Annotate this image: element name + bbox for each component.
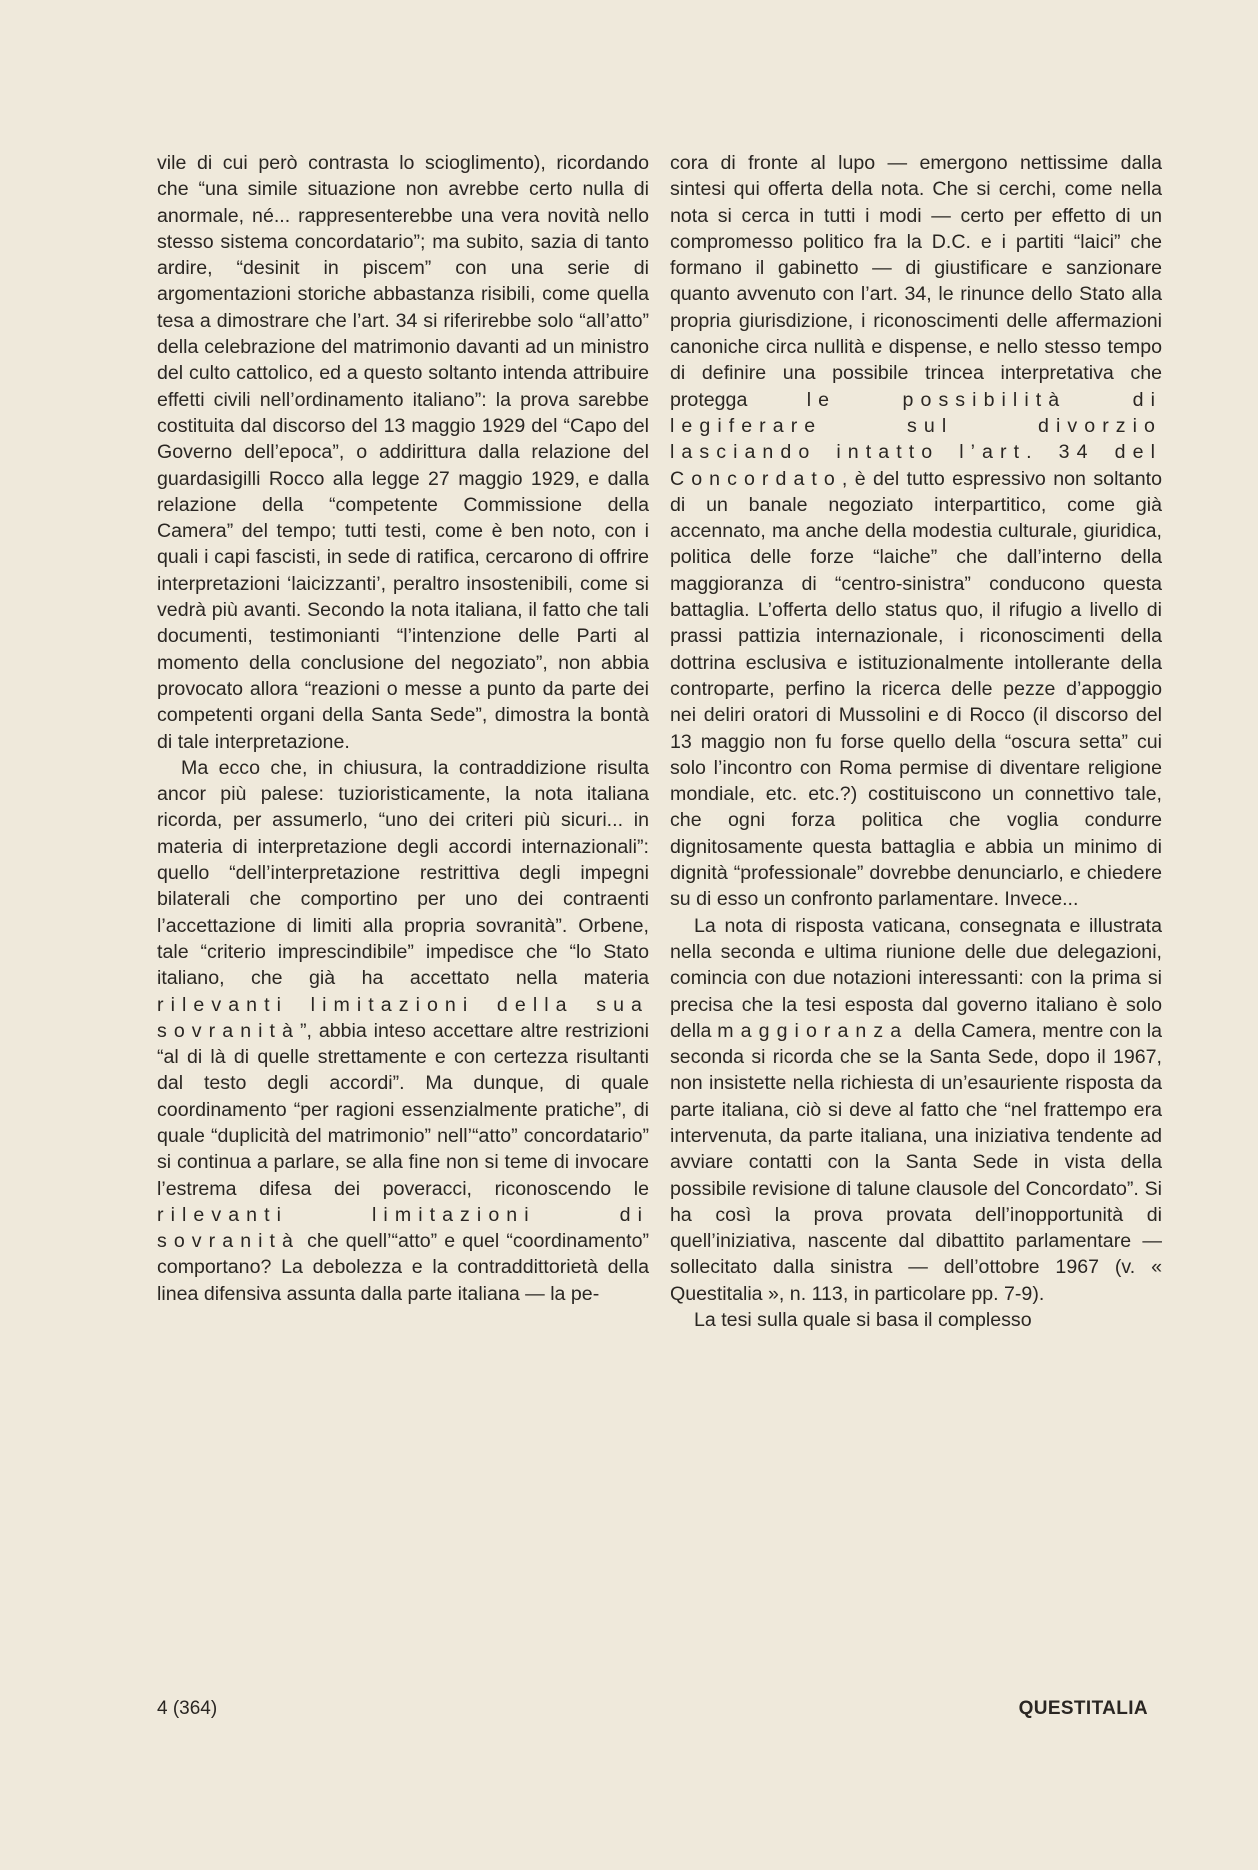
paragraph-text: che quell’“atto” e quel “coordinamento” comportano? La debolezza e la contraddittorietà della linea difensiva assunta dalla parte italiana — la pe- <box>157 1230 649 1305</box>
paragraph <box>670 150 1162 913</box>
paragraph-text: La tesi sulla quale si basa il complesso <box>694 1309 1032 1332</box>
right-column <box>670 150 1162 1333</box>
paragraph-text: La nota di risposta vaticana, consegnata e illustrata nella seconda e ultima riunione delle due delegazioni, comincia con due notazioni interessanti: con la prima si precisa che la tesi esposta dal governo italiano è solo della <box>670 914 1162 1042</box>
page-number: 4 (364) <box>157 1698 218 1719</box>
paragraph-text: cora di fronte al lupo — emergono nettissime dalla sintesi qui offerta della nota. Che si cerchi, come nella nota si cerca in tutti i modi — certo per effetto di un compromesso politico fra la D.C. e i partiti “laici” che formano il gabinetto — di giustificare e sanzionare quanto avvenuto con l’art. 34, le rinunce dello Stato alla propria giurisdizione, i riconoscimenti delle affermazioni canoniche circa nullità e dispense, e nello stesso tempo di definire una possibile trincea interpretativa che protegga <box>670 152 1162 411</box>
paragraph-text: vile di cui però contrasta lo scioglimento), ricordando che “una simile situazione non avrebbe certo nulla di anormale, né... rappresenterebbe una vera novità nello stesso sistema concordatario”; ma subito, sazia di tanto ardire, “desinit in piscem” con una serie di argomentazioni storiche abbastanza risibili, come quella tesa a dimostrare che l’art. 34 si riferirebbe solo “all’atto” della celebrazione del matrimonio davanti ad un ministro del culto cattolico, ed a questo soltanto intenda attribuire effetti civili nell’ordinamento italiano”: la prova sarebbe costituita dal discorso del 13 maggio 1929 del “Capo del Governo dell’epoca”, o addirittura dalla relazione del guardasigilli Rocco alla legge 27 maggio 1929, e dalla relazione della “competente Commissione della Camera” del tempo; tutti testi, come è ben noto, con i quali i capi fascisti, in sede di ratifica, cercarono di offrire interpretazioni ‘laicizzanti’, peraltro insostenibili, come si vedrà più avanti. Secondo la nota italiana, il fatto che tali documenti, testimonianti “l’intenzione delle Parti al momento della conclusione del negoziato”, non abbia provocato allora “reazioni o messe a punto da parte dei competenti organi della Santa Sede”, dimostra la bontà di tale interpretazione. <box>157 152 649 753</box>
left-column <box>157 150 649 1307</box>
paragraph-text: Ma ecco che, in chiusura, la contraddizione risulta ancor più palese: tuzioristicamente, la nota italiana ricorda, per assumerlo, “uno dei criteri più sicuri... in materia di interpretazione degli accordi internazionali”: quello “dell’interpretazione restrittiva degli impegni bilaterali che comportino per uno dei contraenti l’accettazione di limiti alla propria sovranità”. Orbene, tale “criterio imprescindibile” impedisce che “lo Stato italiano, che già ha accettato nella materia <box>157 756 649 990</box>
spaced-emphasis: rilevanti limitazioni della sua sovranità <box>157 993 649 1042</box>
paragraph-text: ”, abbia inteso accettare altre restrizioni “al di là di quelle strettamente e con certezza risultanti dal testo degli accordi”. Ma dunque, di quale coordinamento “per ragioni essenzialmente pratiche”, di quale “duplicità del matrimonio” nell’“atto” concordatario” si continua a parlare, se alla fine non si teme di invocare l’estrema difesa dei poveracci, riconoscendo le <box>157 1019 649 1200</box>
paragraph <box>670 913 1162 1307</box>
paragraph <box>157 755 649 1307</box>
paragraph-text: , è del tutto espressivo non soltanto di un banale negoziato interpartitico, come già accennato, ma anche della modestia culturale, giuridica, politica delle forze “laiche” che dall’interno della maggioranza di “centro-sinistra” conducono questa battaglia. L’offerta dello status quo, il rifugio a livello di prassi pattizia internazionale, i riconoscimenti della dottrina esclusiva e istituzionalmente intollerante della controparte, perfino la ricerca delle pezze d’appoggio nei deliri oratori di Mussolini e di Rocco (il discorso del 13 maggio non fu forse quello della “oscura setta” cui solo l’incontro con Roma permise di diventare religione mondiale, etc. etc.?) costituiscono un connettivo tale, che ogni forza politica che voglia condurre dignitosamente questa battaglia e abbia un minimo di dignità “professionale” dovrebbe denunciarlo, e chiedere su di esso un confronto parlamentare. Invece... <box>670 467 1162 911</box>
paragraph <box>157 150 649 755</box>
paragraph <box>670 1307 1162 1333</box>
spaced-emphasis: maggioranza <box>717 1019 909 1042</box>
spaced-emphasis: rilevanti limitazioni di sovranità <box>157 1203 649 1253</box>
journal-name: QUESTITALIA <box>1018 1698 1148 1719</box>
spaced-emphasis: le possibilità di legiferare sul divorzio lasciando intatto l’art. 34 del Concordato <box>670 388 1162 490</box>
paragraph-text: della Camera, mentre con la seconda si ricorda che se la Santa Sede, dopo il 1967, non insistette nella richiesta di un’esauriente risposta da parte italiana, ciò si deve al fatto che “nel frattempo era intervenuta, da parte italiana, una iniziativa tendente ad avviare contatti con la Santa Sede in vista della possibile revisione di talune clausole del Concordato”. Si ha così la prova provata dell’inopportunità di quell’iniziativa, nascente dal dibattito parlamentare — sollecitato dalla sinistra — dell’ottobre 1967 (v. « Questitalia », n. 113, in particolare pp. 7-9). <box>670 1019 1162 1305</box>
